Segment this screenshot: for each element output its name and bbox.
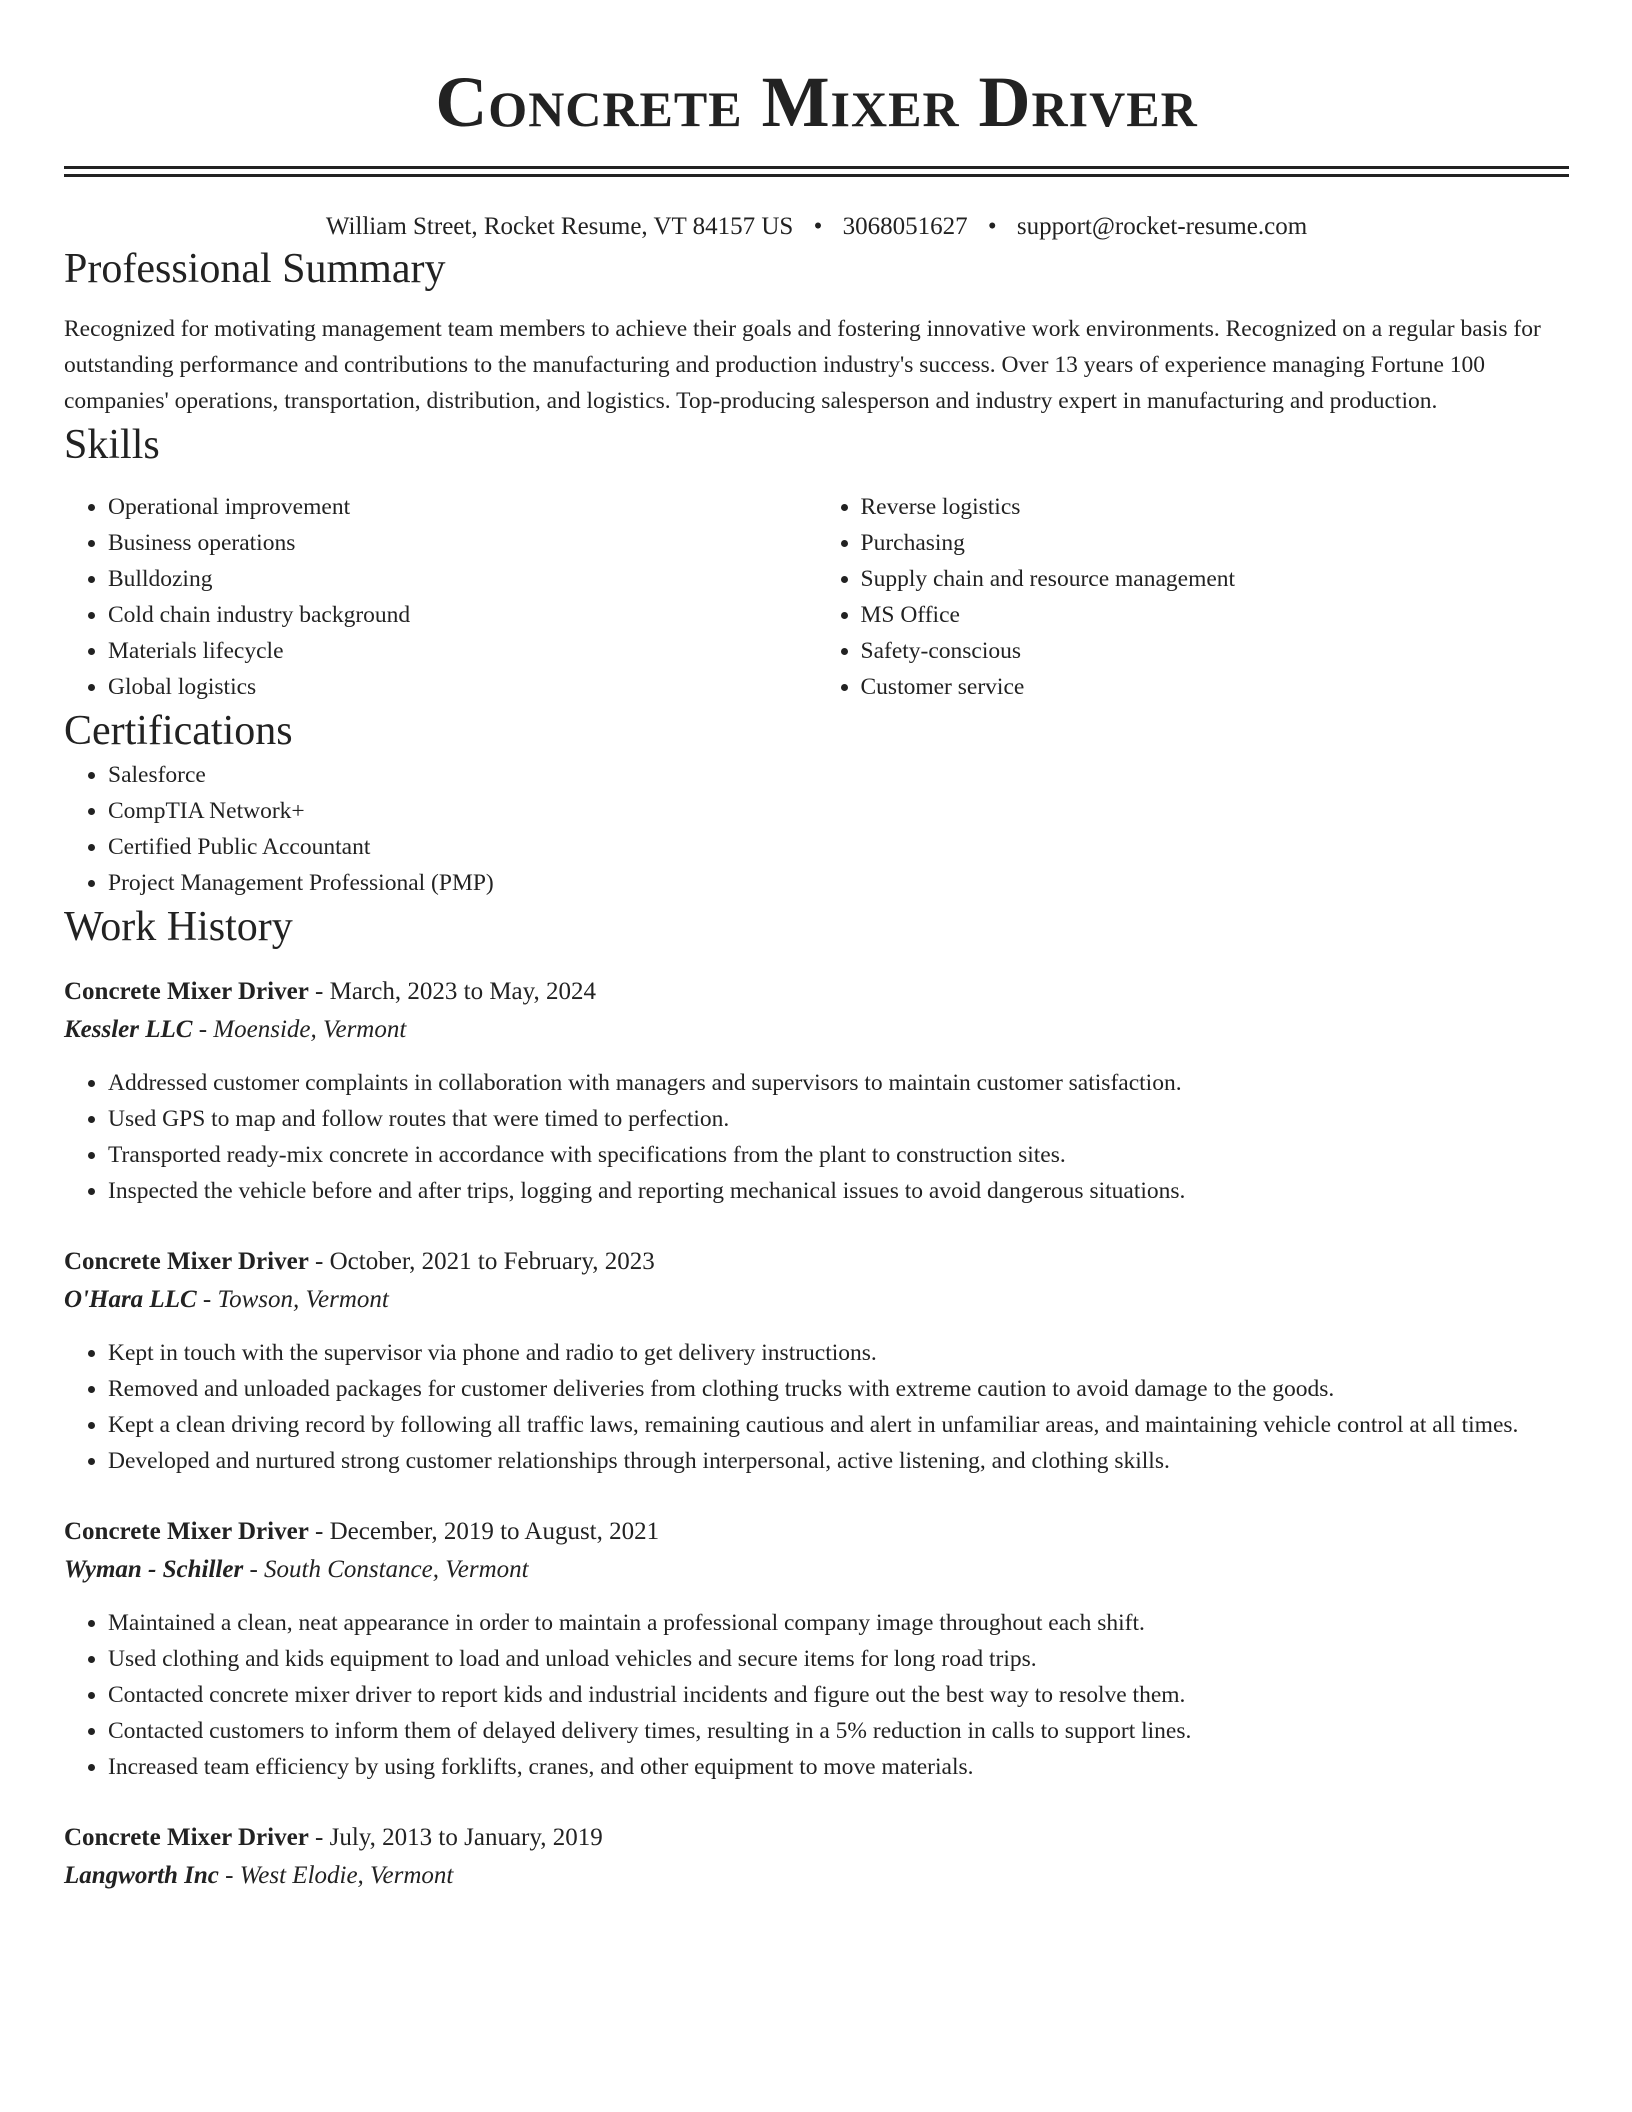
- job-bullet: • Increased team efficiency by using forklifts, cranes, and other equipment to move materials.: [108, 1749, 1569, 1785]
- work-history-heading: Work History: [64, 904, 293, 950]
- certification-item: • Project Management Professional (PMP): [108, 865, 1569, 901]
- job-bullet: • Transported ready-mix concrete in accordance with specifications from the plant to construction sites.: [108, 1137, 1569, 1173]
- certification-item: • CompTIA Network+: [108, 793, 1569, 829]
- certifications-heading: Certifications: [64, 708, 293, 754]
- job-entry: [64, 1513, 1569, 1785]
- certification-item: • Salesforce: [108, 757, 1569, 793]
- job-title-line: [64, 1513, 1569, 1551]
- job-entry: [64, 1819, 1569, 1895]
- job-company: Kessler LLC: [64, 1016, 193, 1043]
- job-dates: - December, 2019 to August, 2021: [308, 1518, 660, 1545]
- job-company: O'Hara LLC: [64, 1286, 197, 1313]
- skills-columns: [64, 489, 1569, 705]
- job-bullet: • Used clothing and kids equipment to load and unload vehicles and secure items for long road trips.: [108, 1641, 1569, 1677]
- skills-heading: Skills: [64, 422, 160, 468]
- skill-item: • Supply chain and resource management: [861, 561, 1570, 597]
- job-bullet: • Used GPS to map and follow routes that were timed to perfection.: [108, 1101, 1569, 1137]
- contact-email: support@rocket-resume.com: [1016, 213, 1308, 240]
- skill-item: • Customer service: [861, 669, 1570, 705]
- contact-separator: •: [987, 213, 997, 240]
- job-bullet: • Contacted customers to inform them of delayed delivery times, resulting in a 5% reduction in calls to support lines.: [108, 1713, 1569, 1749]
- certifications-list: [64, 757, 1569, 901]
- job-bullet: • Contacted concrete mixer driver to report kids and industrial incidents and figure out the best way to resolve them.: [108, 1677, 1569, 1713]
- job-role: Concrete Mixer Driver: [64, 1518, 309, 1545]
- job-title-line: [64, 973, 1569, 1011]
- job-bullet: • Kept a clean driving record by following all traffic laws, remaining cautious and alert in unfamiliar areas, and maintaining vehicle control at all times.: [108, 1407, 1569, 1443]
- job-bullet: • Maintained a clean, neat appearance in order to maintain a professional company image throughout each shift.: [108, 1605, 1569, 1641]
- contact-line: [64, 211, 1569, 243]
- summary-text: Recognized for motivating management team members to achieve their goals and fostering innovative work environments. Recognized on a regular basis for outstanding performance and contributions to the manufacturing and production industry's success. Over 13 years of experience managing Fortune 100 companies' operations, transportation, distribution, and logistics. Top-producing salesperson and industry expert in manufacturing and production.: [64, 316, 1541, 414]
- resume-title: Concrete Mixer Driver: [435, 62, 1198, 142]
- job-bullet-list: [64, 1605, 1569, 1785]
- job-company-line: [64, 1011, 1569, 1049]
- work-history-list: [64, 973, 1569, 1895]
- job-company-line: [64, 1281, 1569, 1319]
- job-role: Concrete Mixer Driver: [64, 978, 309, 1005]
- skills-list-right: [817, 489, 1570, 705]
- job-dates: - October, 2021 to February, 2023: [308, 1248, 655, 1275]
- job-role: Concrete Mixer Driver: [64, 1248, 309, 1275]
- job-company: Langworth Inc: [64, 1862, 219, 1889]
- job-bullet: • Kept in touch with the supervisor via phone and radio to get delivery instructions.: [108, 1335, 1569, 1371]
- skill-item: • Purchasing: [861, 525, 1570, 561]
- skill-item: • Bulldozing: [108, 561, 817, 597]
- job-bullet: • Inspected the vehicle before and after trips, logging and reporting mechanical issues to avoid dangerous situations.: [108, 1173, 1569, 1209]
- job-location: - West Elodie, Vermont: [218, 1862, 454, 1889]
- skill-item: • Safety-conscious: [861, 633, 1570, 669]
- resume-page: [64, 0, 1569, 1895]
- job-title-line: [64, 1819, 1569, 1857]
- job-title-line: [64, 1243, 1569, 1281]
- job-entry: [64, 1243, 1569, 1479]
- skill-item: • Operational improvement: [108, 489, 817, 525]
- job-location: - South Constance, Vermont: [243, 1556, 529, 1583]
- skill-item: • Business operations: [108, 525, 817, 561]
- job-role: Concrete Mixer Driver: [64, 1824, 309, 1851]
- skill-item: • MS Office: [861, 597, 1570, 633]
- skills-list-left: [64, 489, 817, 705]
- job-company-line: [64, 1857, 1569, 1895]
- job-bullet-list: [64, 1065, 1569, 1209]
- job-company: Wyman - Schiller: [64, 1556, 244, 1583]
- job-company-line: [64, 1551, 1569, 1589]
- summary-heading: Professional Summary: [64, 246, 446, 292]
- job-dates: - March, 2023 to May, 2024: [308, 978, 597, 1005]
- contact-separator: •: [813, 213, 823, 240]
- contact-address: William Street, Rocket Resume, VT 84157 US: [325, 213, 794, 240]
- certification-item: • Certified Public Accountant: [108, 829, 1569, 865]
- job-bullet: • Addressed customer complaints in collaboration with managers and supervisors to maintain customer satisfaction.: [108, 1065, 1569, 1101]
- job-dates: - July, 2013 to January, 2019: [308, 1824, 603, 1851]
- job-location: - Moenside, Vermont: [192, 1016, 407, 1043]
- job-location: - Towson, Vermont: [196, 1286, 389, 1313]
- skill-item: • Cold chain industry background: [108, 597, 817, 633]
- job-bullet-list: [64, 1335, 1569, 1479]
- contact-phone: 3068051627: [842, 213, 968, 240]
- skill-item: • Materials lifecycle: [108, 633, 817, 669]
- job-entry: [64, 973, 1569, 1209]
- job-bullet: • Removed and unloaded packages for customer deliveries from clothing trucks with extreme caution to avoid damage to the goods.: [108, 1371, 1569, 1407]
- skill-item: • Reverse logistics: [861, 489, 1570, 525]
- skill-item: • Global logistics: [108, 669, 817, 705]
- job-bullet: • Developed and nurtured strong customer relationships through interpersonal, active listening, and clothing skills.: [108, 1443, 1569, 1479]
- title-double-rule: [64, 166, 1569, 177]
